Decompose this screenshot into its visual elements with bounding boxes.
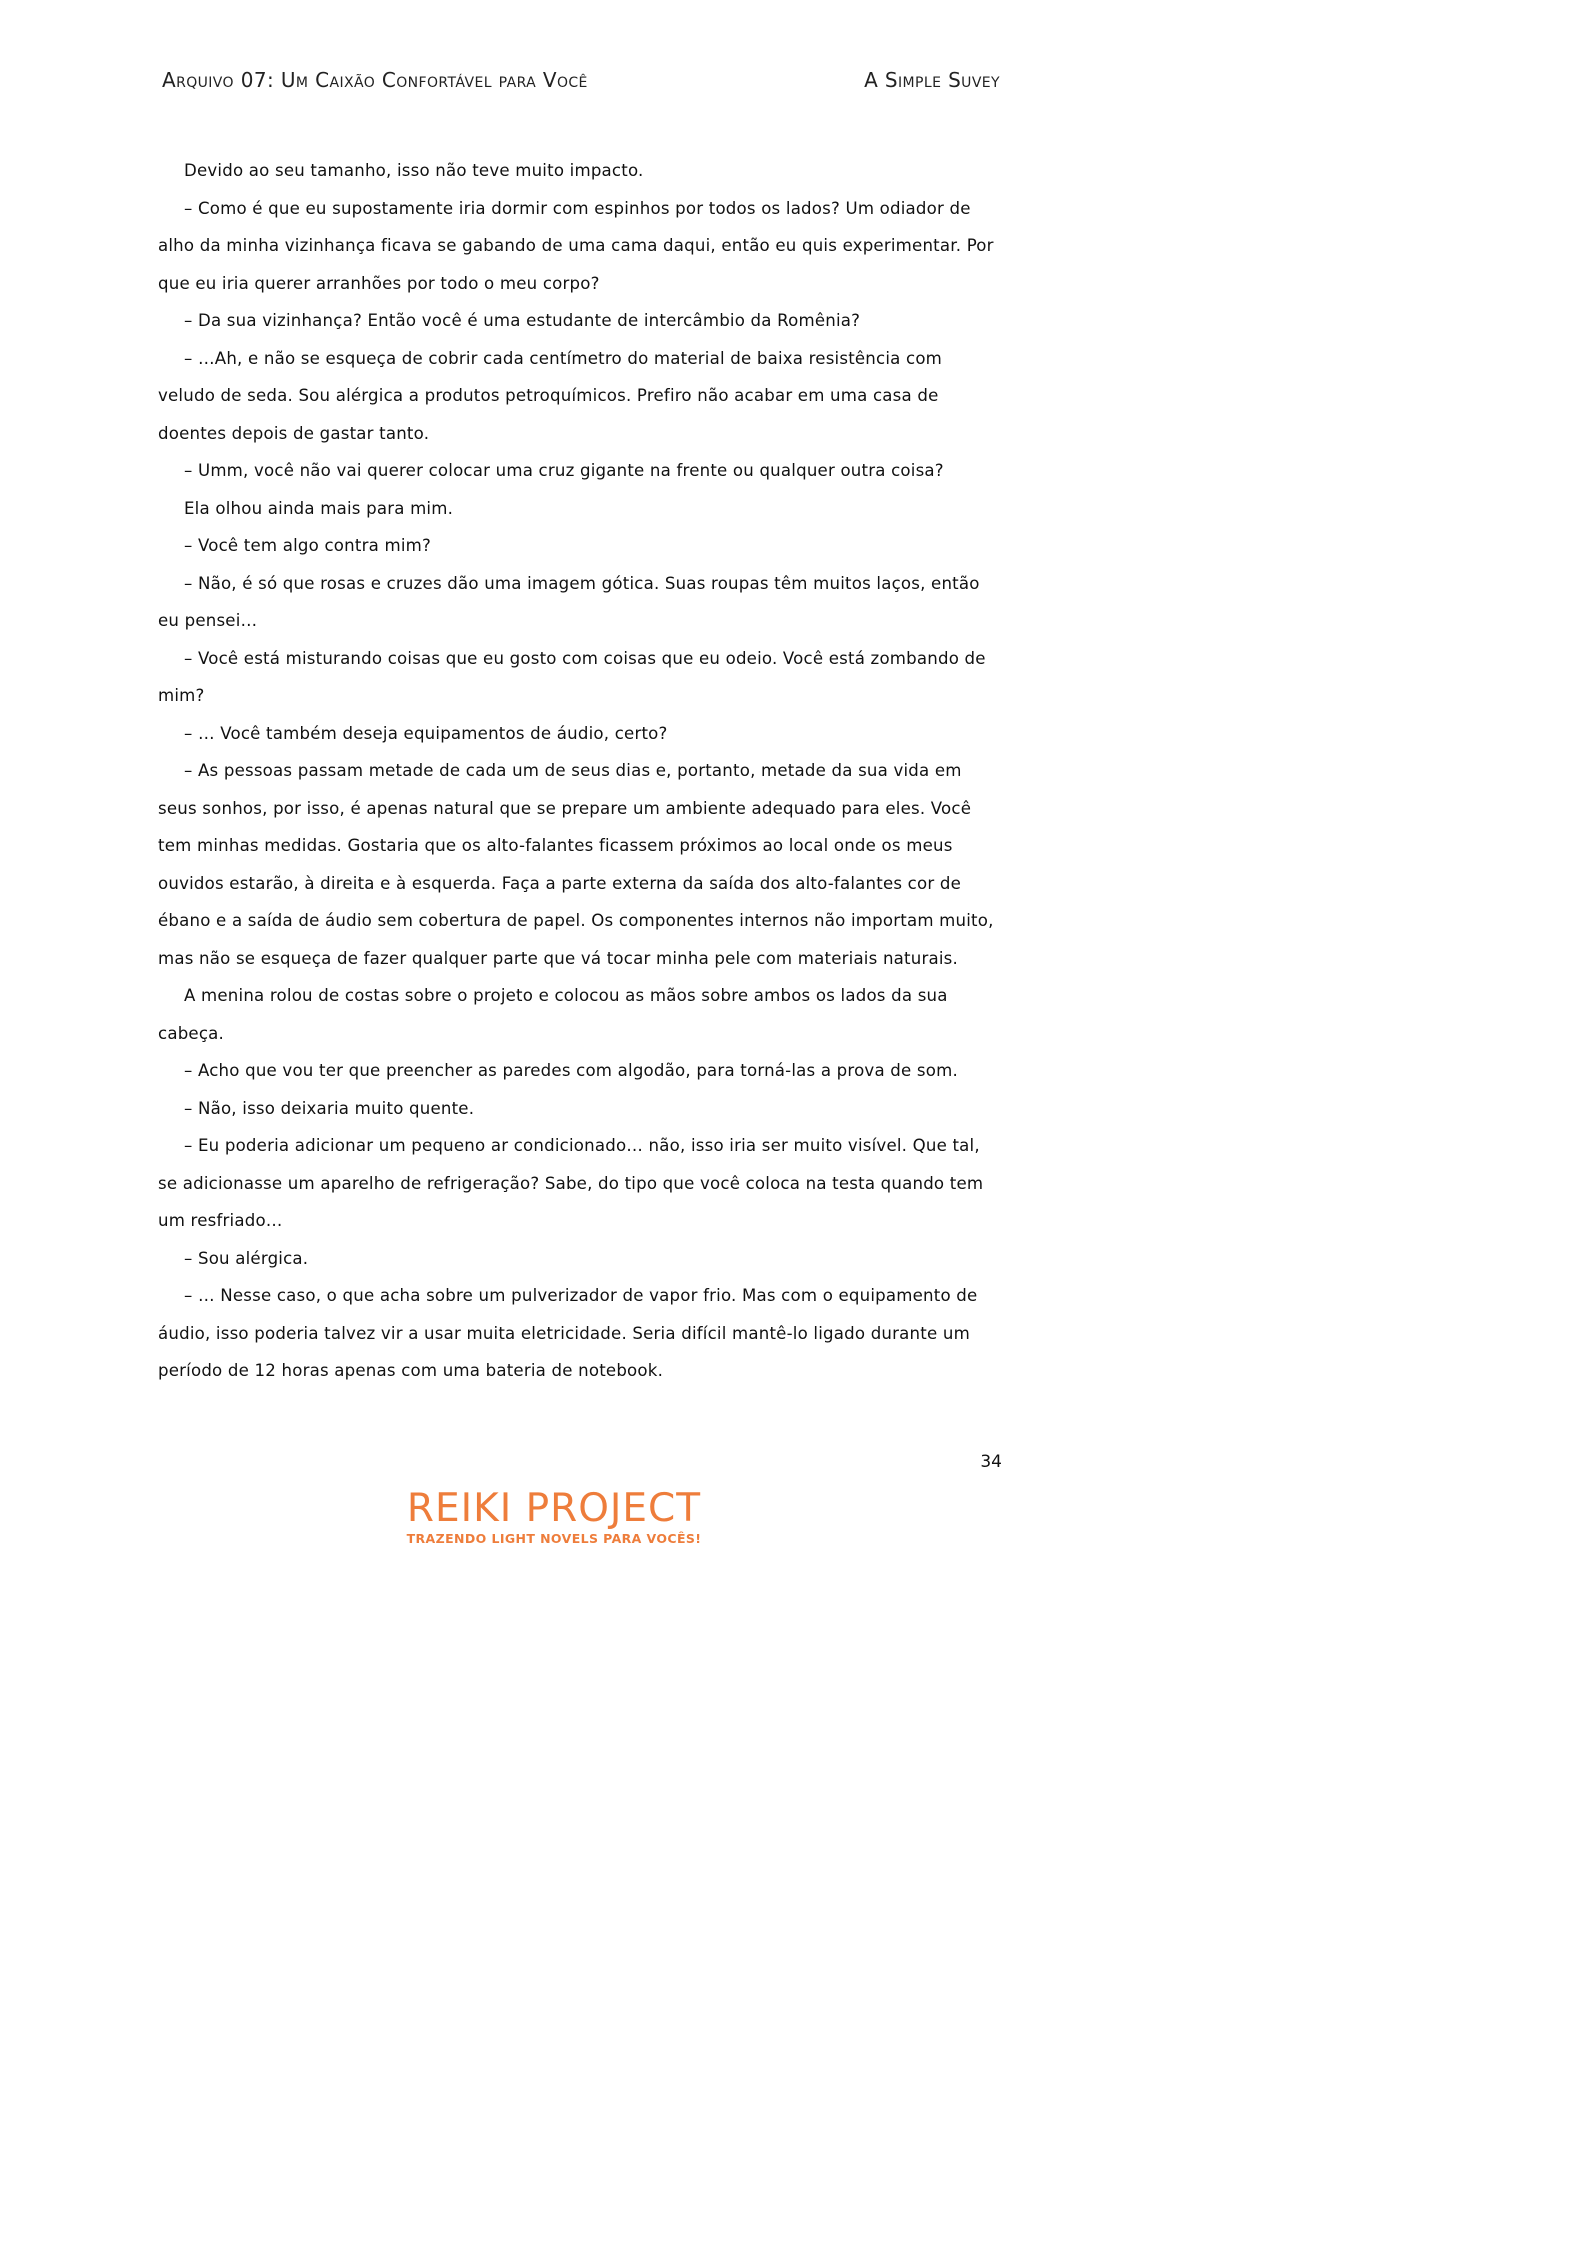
paragraph: – Acho que vou ter que preencher as paredes com algodão, para torná-las a prova de som. bbox=[184, 1061, 958, 1080]
paragraph: – … Você também deseja equipamentos de áudio, certo? bbox=[184, 723, 668, 743]
paragraph: – Como é que eu supostamente iria dormir com espinhos por todos os lados? Um odiador de alho da minha vizinhança ficava se gabando de uma cama daqui, então eu quis experimentar. Por que eu iria querer arranhões por todo o meu corpo? bbox=[158, 198, 994, 293]
paragraph: – Você está misturando coisas que eu gosto com coisas que eu odeio. Você está zombando de mim? bbox=[158, 648, 986, 705]
chapter-title: Arquivo 07: Um Caixão Confortável para Você bbox=[162, 68, 588, 92]
paragraph: – … Nesse caso, o que acha sobre um pulverizador de vapor frio. Mas com o equipamento de áudio, isso poderia talvez vir a usar muita eletricidade. Seria difícil mantê-lo ligado durante um período de 12 horas apenas com uma bateria de notebook. bbox=[158, 1286, 978, 1380]
paragraph: – Umm, você não vai querer colocar uma cruz gigante na frente ou qualquer outra coisa? bbox=[184, 461, 944, 480]
logo-title: REIKI PROJECT bbox=[406, 1486, 702, 1531]
paragraph: – Não, isso deixaria muito quente. bbox=[184, 1098, 475, 1118]
page-header bbox=[162, 60, 1000, 100]
paragraph: – Não, é só que rosas e cruzes dão uma imagem gótica. Suas roupas têm muitos laços, então eu pensei… bbox=[158, 573, 980, 630]
series-title: A Simple Suvey bbox=[864, 68, 1000, 92]
paragraph: A menina rolou de costas sobre o projeto e colocou as mãos sobre ambos os lados da sua cabeça. bbox=[158, 986, 948, 1043]
body-text bbox=[158, 152, 1000, 1390]
paragraph: – Sou alérgica. bbox=[184, 1248, 309, 1268]
paragraph: – Eu poderia adicionar um pequeno ar condicionado… não, isso iria ser muito visível. Que tal, se adicionasse um aparelho de refrigeração? Sabe, do tipo que você coloca na testa quando tem um resfriado… bbox=[158, 1136, 984, 1230]
paragraph: – Você tem algo contra mim? bbox=[184, 536, 431, 555]
paragraph: – As pessoas passam metade de cada um de seus dias e, portanto, metade da sua vida em seus sonhos, por isso, é apenas natural que se prepare um ambiente adequado para eles. Você tem minhas medidas. Gostaria que os alto-falantes ficassem próximos ao local onde os meus ouvidos estarão, à direita e à esquerda. Faça a parte externa da saída dos alto-falantes cor de ébano e a saída de áudio sem cobertura de papel. Os componentes internos não importam muito, mas não se esqueça de fazer qualquer parte que vá tocar minha pele com materiais naturais. bbox=[158, 761, 994, 968]
reiki-project-logo bbox=[0, 1488, 1108, 1546]
page-number: 34 bbox=[980, 1452, 1002, 1472]
paragraph: Devido ao seu tamanho, isso não teve muito impacto. bbox=[184, 161, 644, 180]
paragraph: – …Ah, e não se esqueça de cobrir cada centímetro do material de baixa resistência com veludo de seda. Sou alérgica a produtos petroquímicos. Prefiro não acabar em uma casa de doentes depois de gastar tanto. bbox=[158, 348, 943, 443]
paragraph: – Da sua vizinhança? Então você é uma estudante de intercâmbio da Romênia? bbox=[184, 311, 861, 330]
paragraph: Ela olhou ainda mais para mim. bbox=[184, 498, 454, 518]
logo-subtitle: TRAZENDO LIGHT NOVELS PARA VOCÊS! bbox=[406, 1531, 702, 1546]
